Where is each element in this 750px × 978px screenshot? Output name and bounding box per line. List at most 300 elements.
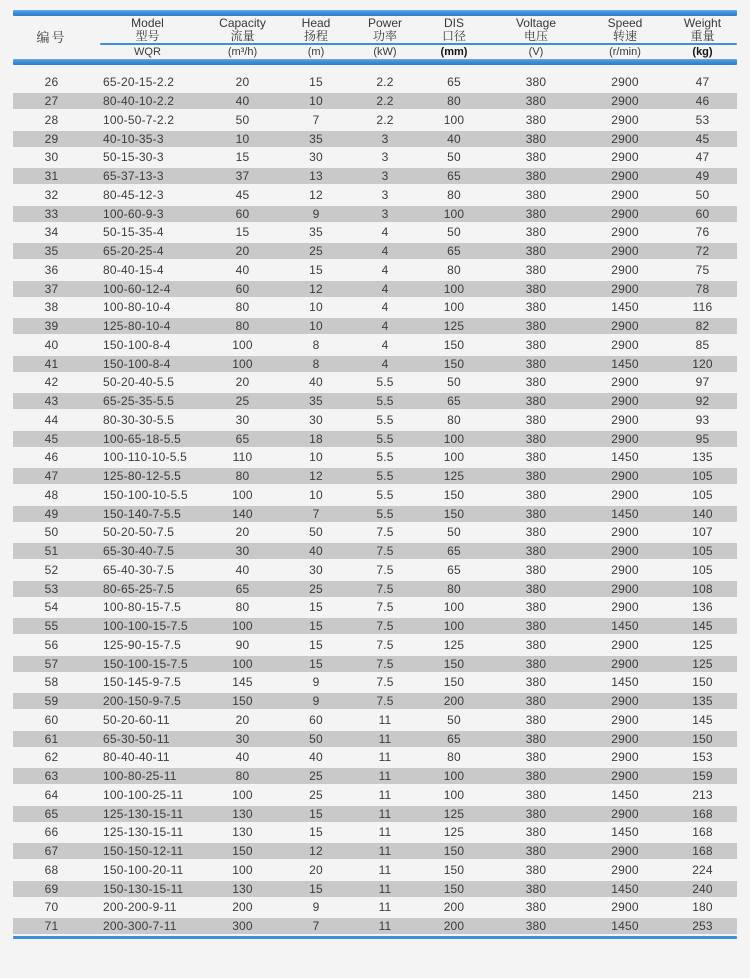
data-cell: 2900 xyxy=(611,150,639,165)
data-cell: 150 xyxy=(232,694,253,709)
header-col-power xyxy=(352,16,418,43)
data-cell: 380 xyxy=(525,544,547,559)
data-cell: 7 xyxy=(312,919,320,934)
row-number-cell: 64 xyxy=(44,787,59,802)
data-cell: 11 xyxy=(378,712,392,727)
data-cell: 3 xyxy=(381,206,389,221)
data-cell: 380 xyxy=(525,806,547,821)
data-cell: 380 xyxy=(525,900,547,915)
data-cell: 380 xyxy=(525,506,547,521)
header-col-head xyxy=(280,16,352,43)
table-row xyxy=(13,767,737,786)
data-cell: 105 xyxy=(692,487,713,502)
data-cell: 150 xyxy=(443,656,465,671)
data-cell: 224 xyxy=(692,862,713,877)
data-cell: 7 xyxy=(312,506,320,521)
row-number-cell: 45 xyxy=(44,431,59,446)
data-cell: 200 xyxy=(443,900,465,915)
data-cell: 380 xyxy=(525,394,547,409)
data-cell: 75 xyxy=(695,262,710,277)
table-row xyxy=(13,486,737,505)
data-cell: 65 xyxy=(447,731,461,746)
row-number-cell: 62 xyxy=(44,750,59,765)
data-cell: 380 xyxy=(525,450,547,465)
data-cell: 15 xyxy=(309,806,323,821)
data-cell: 50 xyxy=(235,112,250,127)
data-cell: 200-150-9-7.5 xyxy=(103,694,181,709)
data-cell: 380 xyxy=(525,94,547,109)
data-cell: 2900 xyxy=(611,900,639,915)
data-cell: 60 xyxy=(695,206,710,221)
header-label-en: DIS xyxy=(443,15,464,30)
row-number-cell: 60 xyxy=(44,712,59,727)
data-cell: 200 xyxy=(232,900,253,915)
table-row xyxy=(13,392,737,411)
table-row xyxy=(13,561,737,580)
data-cell: 213 xyxy=(692,787,713,802)
row-number-cell: 31 xyxy=(44,169,59,184)
data-cell: 35 xyxy=(309,225,323,240)
data-cell: 145 xyxy=(692,619,713,634)
data-cell: 135 xyxy=(692,450,713,465)
table-body xyxy=(13,73,737,936)
data-cell: 2900 xyxy=(611,712,639,727)
data-cell: 150 xyxy=(692,675,713,690)
data-cell: 130 xyxy=(232,881,253,896)
row-number-cell: 57 xyxy=(44,656,59,671)
header-label-zh: 扬程 xyxy=(303,28,328,43)
data-cell: 18 xyxy=(309,431,323,446)
data-cell: 110 xyxy=(232,450,253,465)
data-cell: 80 xyxy=(447,750,461,765)
data-cell: 136 xyxy=(692,600,713,615)
data-cell: 100 xyxy=(443,431,465,446)
data-cell: 150-130-15-11 xyxy=(103,881,184,896)
data-cell: 116 xyxy=(692,300,713,315)
table-row xyxy=(13,148,737,167)
data-cell: 380 xyxy=(525,881,547,896)
data-cell: 82 xyxy=(695,319,710,334)
data-cell: 30 xyxy=(235,412,250,427)
data-cell: 50-15-30-3 xyxy=(103,150,164,165)
header-col-speed xyxy=(582,16,668,43)
data-cell: 2900 xyxy=(611,94,639,109)
data-cell: 2900 xyxy=(611,600,639,615)
data-cell: 100 xyxy=(443,600,465,615)
header-label-en: Speed xyxy=(607,15,643,30)
data-cell: 100-80-25-11 xyxy=(103,769,177,784)
header-label-zh: 流量 xyxy=(230,28,255,43)
data-cell: 107 xyxy=(692,525,713,540)
data-cell: 100 xyxy=(232,487,253,502)
data-cell: 2.2 xyxy=(376,94,394,109)
data-cell: 380 xyxy=(525,412,547,427)
table-row xyxy=(13,786,737,805)
data-cell: 15 xyxy=(309,637,323,652)
table-row xyxy=(13,523,737,542)
header-label-en: Voltage xyxy=(515,15,557,30)
data-cell: 150 xyxy=(443,337,465,352)
table-row xyxy=(13,129,737,148)
data-cell: 200 xyxy=(443,694,465,709)
data-cell: 50 xyxy=(309,731,323,746)
data-cell: 380 xyxy=(525,619,547,634)
data-cell: 50 xyxy=(309,525,323,540)
data-cell: 380 xyxy=(525,919,547,934)
data-cell: 120 xyxy=(692,356,713,371)
data-cell: 100 xyxy=(443,206,465,221)
data-cell: 240 xyxy=(692,881,713,896)
table-row xyxy=(13,636,737,655)
data-cell: 15 xyxy=(309,881,323,896)
row-number-cell: 67 xyxy=(44,844,59,859)
header-unit-weight: (kg) xyxy=(692,46,713,58)
data-cell: 20 xyxy=(235,712,250,727)
data-cell: 150 xyxy=(443,487,465,502)
data-cell: 150-100-8-4 xyxy=(103,337,171,352)
data-cell: 2900 xyxy=(611,769,639,784)
table-row xyxy=(13,748,737,767)
data-cell: 125 xyxy=(443,319,465,334)
header-units xyxy=(90,45,737,59)
data-cell: 50 xyxy=(447,712,461,727)
data-cell: 100 xyxy=(232,356,253,371)
data-cell: 7.5 xyxy=(376,600,394,615)
table-row xyxy=(13,167,737,186)
table-bottom-rule xyxy=(13,936,737,939)
data-cell: 80 xyxy=(447,94,461,109)
table-row xyxy=(13,298,737,317)
row-number-cell: 30 xyxy=(44,150,59,165)
data-cell: 12 xyxy=(309,281,323,296)
data-cell: 5.5 xyxy=(376,506,394,521)
data-cell: 5.5 xyxy=(376,431,394,446)
data-cell: 1450 xyxy=(611,356,639,371)
data-cell: 15 xyxy=(309,75,323,90)
row-number-cell: 37 xyxy=(44,281,59,296)
data-cell: 380 xyxy=(525,600,547,615)
data-cell: 2900 xyxy=(611,656,639,671)
data-cell: 65-30-40-7.5 xyxy=(103,544,175,559)
header-label-en: Capacity xyxy=(219,15,266,30)
data-cell: 45 xyxy=(235,187,250,202)
data-cell: 380 xyxy=(525,694,547,709)
header-unit-power: (kW) xyxy=(373,46,397,58)
data-cell: 11 xyxy=(378,844,392,859)
data-cell: 80-45-12-3 xyxy=(103,187,164,202)
data-cell: 100 xyxy=(443,281,465,296)
row-number-cell: 61 xyxy=(44,731,59,746)
data-cell: 3 xyxy=(381,131,389,146)
data-cell: 130 xyxy=(232,825,253,840)
data-cell: 150 xyxy=(443,844,465,859)
row-number-cell: 47 xyxy=(44,469,59,484)
data-cell: 150-100-15-7.5 xyxy=(103,656,188,671)
row-number-cell: 44 xyxy=(44,412,59,427)
table-row xyxy=(13,804,737,823)
data-cell: 80 xyxy=(235,769,250,784)
header-unit-speed: (r/min) xyxy=(609,46,641,58)
data-cell: 9 xyxy=(312,675,320,690)
data-cell: 11 xyxy=(378,769,392,784)
table-row xyxy=(13,317,737,336)
table-row xyxy=(13,898,737,917)
data-cell: 100-80-10-4 xyxy=(103,300,171,315)
data-cell: 2900 xyxy=(611,225,639,240)
data-cell: 40 xyxy=(235,262,250,277)
data-cell: 380 xyxy=(525,244,547,259)
data-cell: 380 xyxy=(525,656,547,671)
data-cell: 380 xyxy=(525,319,547,334)
data-cell: 3 xyxy=(381,187,389,202)
data-cell: 20 xyxy=(235,525,250,540)
data-cell: 100-60-9-3 xyxy=(103,206,164,221)
row-number-cell: 32 xyxy=(44,187,59,202)
data-cell: 168 xyxy=(692,825,713,840)
data-cell: 11 xyxy=(378,881,392,896)
data-cell: 95 xyxy=(695,431,710,446)
header-label-zh: 口径 xyxy=(441,28,466,43)
header-label-zh: 电压 xyxy=(523,28,548,43)
row-number-cell: 43 xyxy=(44,394,59,409)
data-cell: 93 xyxy=(695,412,710,427)
table-header xyxy=(13,16,737,59)
row-number-cell: 52 xyxy=(44,562,59,577)
data-cell: 125-80-10-4 xyxy=(103,319,171,334)
data-cell: 2900 xyxy=(611,806,639,821)
row-number-cell: 68 xyxy=(44,862,59,877)
data-cell: 11 xyxy=(378,825,392,840)
data-cell: 11 xyxy=(378,731,392,746)
data-cell: 1450 xyxy=(611,300,639,315)
data-cell: 2900 xyxy=(611,862,639,877)
data-cell: 40 xyxy=(235,562,250,577)
data-cell: 100 xyxy=(443,769,465,784)
data-cell: 65-25-35-5.5 xyxy=(103,394,175,409)
data-cell: 1450 xyxy=(611,881,639,896)
data-cell: 65 xyxy=(235,431,250,446)
row-number-cell: 27 xyxy=(44,94,59,109)
table-row xyxy=(13,823,737,842)
header-label-zh: 型号 xyxy=(135,28,160,43)
data-cell: 10 xyxy=(309,450,323,465)
row-number-cell: 53 xyxy=(44,581,59,596)
table-row xyxy=(13,673,737,692)
data-cell: 100-65-18-5.5 xyxy=(103,431,181,446)
data-cell: 2900 xyxy=(611,394,639,409)
data-cell: 150 xyxy=(443,675,465,690)
data-cell: 380 xyxy=(525,169,547,184)
data-cell: 380 xyxy=(525,375,547,390)
header-unit-head: (m) xyxy=(307,46,325,58)
data-cell: 150 xyxy=(443,881,465,896)
data-cell: 380 xyxy=(525,825,547,840)
data-cell: 40 xyxy=(309,375,323,390)
data-cell: 7.5 xyxy=(376,544,394,559)
data-cell: 7.5 xyxy=(376,637,394,652)
data-cell: 4 xyxy=(381,281,389,296)
row-number-cell: 35 xyxy=(44,244,59,259)
data-cell: 50-15-35-4 xyxy=(103,225,164,240)
data-cell: 125-90-15-7.5 xyxy=(103,637,181,652)
data-cell: 5.5 xyxy=(376,469,394,484)
data-cell: 2900 xyxy=(611,206,639,221)
data-cell: 380 xyxy=(525,750,547,765)
data-cell: 380 xyxy=(525,112,547,127)
data-cell: 2900 xyxy=(611,431,639,446)
data-cell: 150-140-7-5.5 xyxy=(103,506,181,521)
data-cell: 380 xyxy=(525,787,547,802)
data-cell: 380 xyxy=(525,562,547,577)
data-cell: 180 xyxy=(692,900,713,915)
table-row xyxy=(13,92,737,111)
data-cell: 2900 xyxy=(611,337,639,352)
data-cell: 80-65-25-7.5 xyxy=(103,581,175,596)
row-number-cell: 50 xyxy=(44,525,59,540)
data-cell: 65-20-25-4 xyxy=(103,244,164,259)
data-cell: 50-20-40-5.5 xyxy=(103,375,175,390)
data-cell: 1450 xyxy=(611,619,639,634)
data-cell: 80 xyxy=(235,300,250,315)
data-cell: 1450 xyxy=(611,787,639,802)
data-cell: 380 xyxy=(525,469,547,484)
data-cell: 100-60-12-4 xyxy=(103,281,171,296)
header-label-en: Head xyxy=(301,15,331,30)
row-number-cell: 40 xyxy=(44,337,59,352)
table-row xyxy=(13,373,737,392)
table-row xyxy=(13,448,737,467)
data-cell: 150-150-12-11 xyxy=(103,844,184,859)
data-cell: 3 xyxy=(381,150,389,165)
data-cell: 65-30-50-11 xyxy=(103,731,170,746)
data-cell: 150 xyxy=(692,731,713,746)
data-cell: 11 xyxy=(378,806,392,821)
data-cell: 2900 xyxy=(611,544,639,559)
data-cell: 108 xyxy=(692,581,713,596)
data-cell: 7.5 xyxy=(376,619,394,634)
row-number-cell: 48 xyxy=(44,487,59,502)
data-cell: 80-30-30-5.5 xyxy=(103,412,175,427)
data-cell: 72 xyxy=(695,244,710,259)
data-cell: 2900 xyxy=(611,581,639,596)
data-cell: 30 xyxy=(309,412,323,427)
row-number-cell: 42 xyxy=(44,375,59,390)
data-cell: 15 xyxy=(235,225,250,240)
data-cell: 125 xyxy=(692,637,713,652)
data-cell: 140 xyxy=(692,506,713,521)
data-cell: 2900 xyxy=(611,731,639,746)
data-cell: 8 xyxy=(312,337,320,352)
data-cell: 100 xyxy=(443,300,465,315)
data-cell: 100-110-10-5.5 xyxy=(103,450,187,465)
header-label-zh: 转速 xyxy=(612,28,637,43)
data-cell: 9 xyxy=(312,206,320,221)
data-cell: 20 xyxy=(309,862,323,877)
data-cell: 60 xyxy=(235,206,250,221)
data-cell: 4 xyxy=(381,300,389,315)
data-cell: 60 xyxy=(309,712,323,727)
data-cell: 125-130-15-11 xyxy=(103,806,184,821)
data-cell: 50 xyxy=(447,525,461,540)
data-cell: 100-100-25-11 xyxy=(103,787,184,802)
data-cell: 105 xyxy=(692,562,713,577)
table-row xyxy=(13,411,737,430)
data-cell: 100 xyxy=(443,112,465,127)
table-row xyxy=(13,579,737,598)
data-cell: 10 xyxy=(309,319,323,334)
data-cell: 380 xyxy=(525,356,547,371)
data-cell: 47 xyxy=(695,150,710,165)
table-row xyxy=(13,279,737,298)
data-cell: 30 xyxy=(235,731,250,746)
data-cell: 11 xyxy=(378,862,392,877)
data-cell: 200-200-9-11 xyxy=(103,900,177,915)
data-cell: 45 xyxy=(695,131,710,146)
data-cell: 7.5 xyxy=(376,694,394,709)
data-cell: 100-50-7-2.2 xyxy=(103,112,175,127)
row-number-cell: 58 xyxy=(44,675,59,690)
header-label-en: Weight xyxy=(683,15,722,30)
table-row xyxy=(13,504,737,523)
data-cell: 11 xyxy=(378,900,392,915)
data-cell: 5.5 xyxy=(376,412,394,427)
table-row xyxy=(13,186,737,205)
table-row xyxy=(13,429,737,448)
data-cell: 5.5 xyxy=(376,450,394,465)
data-cell: 65 xyxy=(235,581,250,596)
data-cell: 7.5 xyxy=(376,525,394,540)
data-cell: 125 xyxy=(443,825,465,840)
data-cell: 49 xyxy=(695,169,710,184)
data-cell: 380 xyxy=(525,712,547,727)
data-cell: 2.2 xyxy=(376,75,394,90)
data-cell: 65 xyxy=(447,169,461,184)
data-cell: 20 xyxy=(235,75,250,90)
data-cell: 65 xyxy=(447,244,461,259)
data-cell: 100 xyxy=(232,656,253,671)
table-row xyxy=(13,336,737,355)
data-cell: 50 xyxy=(447,150,461,165)
data-cell: 150 xyxy=(443,356,465,371)
data-cell: 125-130-15-11 xyxy=(103,825,184,840)
data-cell: 92 xyxy=(695,394,710,409)
data-cell: 380 xyxy=(525,206,547,221)
data-cell: 35 xyxy=(309,394,323,409)
data-cell: 1450 xyxy=(611,675,639,690)
data-cell: 76 xyxy=(695,225,710,240)
data-cell: 150-100-8-4 xyxy=(103,356,171,371)
data-cell: 380 xyxy=(525,637,547,652)
data-cell: 380 xyxy=(525,862,547,877)
data-cell: 47 xyxy=(695,75,710,90)
data-cell: 65-20-15-2.2 xyxy=(103,75,175,90)
data-cell: 380 xyxy=(525,131,547,146)
table-row xyxy=(13,879,737,898)
data-cell: 10 xyxy=(309,94,323,109)
header-col-model xyxy=(90,16,205,43)
data-cell: 5.5 xyxy=(376,394,394,409)
data-cell: 65 xyxy=(447,562,461,577)
header-row-number: 编号 xyxy=(36,30,67,45)
table-row xyxy=(13,73,737,92)
data-cell: 97 xyxy=(695,375,710,390)
row-number-cell: 33 xyxy=(44,206,59,221)
data-cell: 1450 xyxy=(611,450,639,465)
data-cell: 159 xyxy=(692,769,713,784)
data-cell: 100 xyxy=(232,862,253,877)
row-number-cell: 34 xyxy=(44,225,59,240)
data-cell: 25 xyxy=(309,787,323,802)
